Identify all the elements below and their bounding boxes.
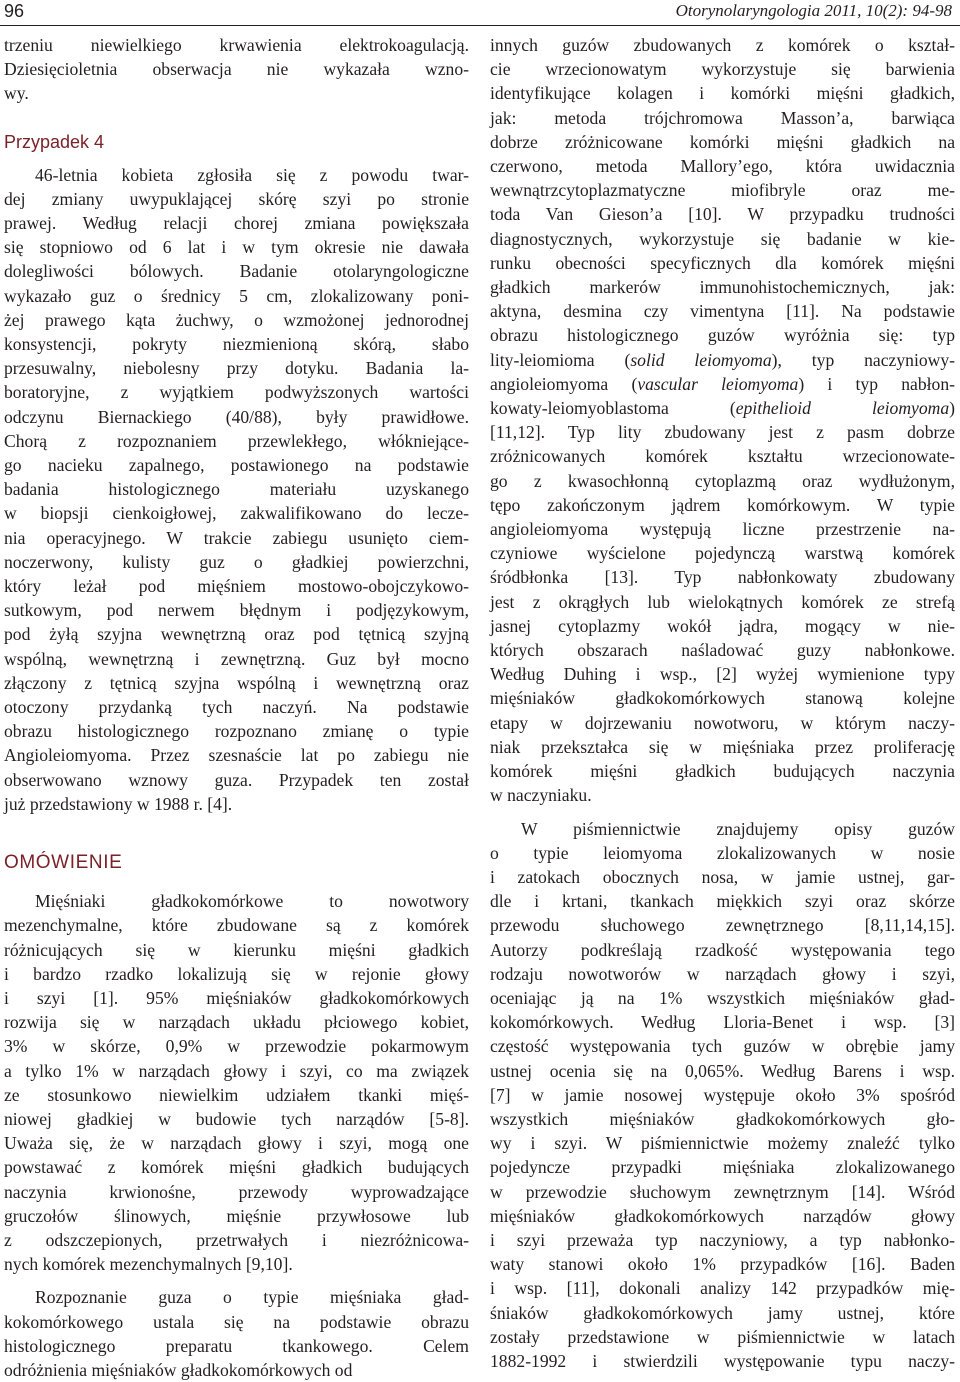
text-line: waty stanowi około 1% przypadków [16]. Baden	[490, 1254, 955, 1275]
text-line: niowej gładkiej w budowie tych narządów [5-8].	[4, 1108, 469, 1129]
text-line: boratoryjne, z wyjątkiem podwyższonych wartości	[4, 382, 469, 403]
text-line: czyniowe wyścielone pojedynczą warstwą komórek	[490, 543, 955, 564]
text-line: lity-leiomioma (solid leiomyoma), typ naczyniowy-	[490, 349, 956, 370]
text-line: jasnej cytoplazmy wokół jądra, mogący w nie-	[490, 615, 955, 636]
text-line: otoczony przydanką tych naczyń. Na podstawie	[4, 697, 469, 718]
text-line: oceniając ją na 1% wszystkich mięśniaków gład-	[490, 987, 955, 1008]
section-heading-discussion: OMÓWIENIE	[4, 852, 123, 874]
text-line: zostały przedstawione w piśmiennictwie w latach	[490, 1326, 955, 1347]
text-line: mezenchymalne, które zbudowane są z komórek	[4, 915, 469, 936]
text-line: Według Duhing i wsp., [2] wyżej wymienione typy	[490, 664, 955, 685]
text-line: i szyi [1]. 95% mięśniaków gładkokomórkowych	[4, 987, 469, 1008]
text-line: angioleiomyoma występują liczne przestrzenie na-	[490, 519, 955, 540]
case-4-heading: Przypadek 4	[4, 131, 105, 152]
text-line: [7] w jamie nosowej występuje około 3% spośród	[490, 1084, 955, 1105]
text-line: rozwija się w narządach układu płciowego kobiet,	[4, 1012, 469, 1033]
text-line: obserwowano wznowy guza. Przypadek ten został	[4, 769, 469, 790]
latin-term: vascular leiomyoma	[637, 373, 799, 394]
text-line: odróżnienia mięśniaków gładkokomórkowych od	[4, 1359, 353, 1380]
text-line: Chorą z rozpoznaniem przewlekłego, włókniejące-	[4, 430, 469, 451]
text-line: sutkowym, pod nerwem błędnym i podjęzykowym,	[4, 600, 469, 621]
text-line: i zatokach obocznych nosa, w jamie ustnej, gar-	[490, 866, 955, 887]
text-line: innych guzów zbudowanych z komórek o kształ-	[490, 35, 955, 55]
text-line: aktyna, desmina czy vimentyna [11]. Na podstawie	[490, 301, 955, 322]
paragraph-literature	[490, 817, 955, 1374]
text-line: Rozpoznanie guza o typie mięśniaka gład-	[35, 1287, 469, 1308]
text-line: obrazu histologicznego guzów wyróżnia się: typ	[490, 325, 955, 346]
text-line: runku obecności specyficznych dla komórek mięśni	[490, 252, 955, 273]
text-line: Mięśniaki gładkokomórkowe to nowotwory	[35, 891, 469, 912]
text-line: których obszarach naśladować guzy nabłonkowe.	[490, 640, 955, 661]
left-column	[4, 33, 469, 1382]
text-line: dej zmiany uwypuklającej skórę szyi po stronie	[4, 188, 469, 209]
text-line: trzeniu niewielkiego krwawienia elektrokoagulacją.	[4, 35, 469, 55]
text-line: niak przekształca się w mięśniaka przez proliferację	[490, 736, 955, 757]
text-line: 1882-1992 i stwierdzili występowanie typu naczy-	[490, 1350, 955, 1371]
text-block	[490, 33, 955, 348]
right-column	[490, 33, 955, 1373]
text-line: gruczołów ślinowych, mięśnie przywłosowe lub	[4, 1205, 469, 1226]
text-line: identyfikujące kolagen i komórki mięśni gładkich,	[490, 83, 955, 104]
text-line: i wsp. [11], dokonali analizy 142 przypadków mię-	[490, 1278, 955, 1299]
text-line: a tylko 1% w narządach głowy i szyi, co ma związek	[4, 1060, 469, 1081]
text-line: kowaty-leiomyoblastoma (epithelioid leiomyoma)	[490, 398, 956, 419]
text-line: 3% w skórze, 0,9% w przewodzie pokarmowym	[4, 1036, 469, 1057]
text-line: ze stosunkowo niewielkim udziałem tkanki mięś-	[4, 1084, 469, 1105]
text-line: tępo zakończonym jądrem komórkowym. W typie	[490, 494, 955, 515]
text-line: wy i szyi. W piśmiennictwie możemy znaleźć tylko	[490, 1133, 955, 1154]
text-line: Dziesięcioletnia obserwacja nie wykazała wzno-	[4, 59, 469, 80]
text-line: zróżnicowanych komórek kształtu wrzecionowate-	[490, 446, 955, 467]
text-line: 46-letnia kobieta zgłosiła się z powodu twar-	[35, 164, 469, 185]
text-block	[490, 420, 955, 807]
text-line: prawej. Według relacji chorej zmiana powiększała	[4, 213, 469, 234]
text-line: go nacieku zapalnego, postawionego na podstawie	[4, 455, 469, 476]
text-line: i bardzo rzadko lokalizują się w rejonie głowy	[4, 963, 469, 984]
text-line: pod żyłą szyjna wewnętrzną oraz pod tętnicą szyjną	[4, 624, 469, 645]
text-line: wszystkich mięśniaków gładkokomórkowych gło-	[490, 1108, 955, 1129]
text-line: nia operacyjnego. W trakcie zabiegu usunięto ciem-	[4, 527, 469, 548]
text-line: nych komórek mezenchymalnych [9,10].	[4, 1254, 293, 1275]
text-line: ustnej ocenia się na 0,065%. Według Barens i wsp.	[490, 1060, 955, 1081]
text-line: przesuwalny, niebolesny przy dotyku. Badania la-	[4, 358, 469, 379]
text-line: jest z okrągłych lub wielokątnych komórek ze strefą	[490, 591, 955, 612]
paragraph-case3-end	[4, 33, 469, 106]
text-line: diagnostycznych, wykorzystuje się badanie w kie-	[490, 228, 955, 249]
text-line: wspólną, wewnętrzną i zewnętrzną. Guz był mocno	[4, 648, 469, 669]
text-line: [11,12]. Typ lity zbudowany jest z pasm dobrze	[490, 422, 955, 443]
text-line: Autorzy podkreślają rzadkość występowania tego	[490, 939, 955, 960]
text-line: Uważa się, że w narządach głowy i szyi, mogą one	[4, 1133, 469, 1154]
text-line: w naczyniaku.	[490, 785, 592, 806]
running-header	[0, 0, 960, 24]
paragraph-staining	[490, 33, 955, 808]
text-line: dle i krtani, tkankach miękkich szyi oraz skórze	[490, 891, 955, 912]
text-line: w przewodzie słuchowym zewnętrznym [14]. Wśród	[490, 1181, 955, 1202]
text-line: jak: metoda trójchromowa Masson’a, barwiąca	[490, 107, 955, 128]
text-line: gładkich markerów immunohistochemicznych, jak:	[490, 277, 955, 298]
paragraph-case4	[4, 163, 469, 816]
text-line: śródbłonka [13]. Typ nabłonkowaty zbudowany	[490, 567, 955, 588]
page-number: 96	[4, 1, 25, 21]
text-line: dolegliwości bólowych. Badanie otolaryngologiczne	[4, 261, 469, 282]
text-line: i szyi przeważa typ naczyniowy, a typ nabłonko-	[490, 1229, 955, 1250]
text-line: kokomórkowego ustala się na podstawie obrazu	[4, 1311, 469, 1332]
text-line: mięśniaków gładkokomórkowych narządów głowy	[490, 1205, 955, 1226]
text-line: kokomórkowych. Według Lloria-Benet i wsp. [3]	[490, 1012, 955, 1033]
text-line: czerwono, metoda Mallory’ego, która uwidacznia	[490, 156, 955, 177]
text-line: częstość występowania tych guzów w obrębie jamy	[490, 1036, 955, 1057]
text-line: się stopniowo od 6 lat i w tym okresie nie dawała	[4, 237, 469, 258]
text-line: który leżał pod mięśniem mostowo-obojczykowo-	[4, 576, 469, 597]
text-line: dobrze zróżnicowane komórki mięśni gładkich na	[490, 131, 955, 152]
text-line: badania histologicznego materiału uzyskanego	[4, 479, 469, 500]
text-line: różnicujących się w kierunku mięśni gładkich	[4, 939, 469, 960]
text-line: toda Van Gieson’a [10]. W przypadku trudności	[490, 204, 955, 225]
text-line: śniaków gładkokomórkowych jamy ustnej, które	[490, 1302, 955, 1323]
text-line: konsystencji, pokryty niezmienioną skórą, słabo	[4, 334, 469, 355]
text-line: histologicznego preparatu tkankowego. Celem	[4, 1335, 469, 1356]
text-line: Angioleiomyoma. Przez szesnaście lat po zabiegu nie	[4, 745, 469, 766]
text-line: etapy w dojrzewaniu nowotworu, w którym naczy-	[490, 712, 955, 733]
text-line: wy.	[4, 83, 29, 104]
text-line: odczynu Biernackiego (40/88), były prawidłowe.	[4, 406, 469, 427]
paragraph-discussion-1	[4, 889, 469, 1276]
text-line: go z kwasochłonną cytoplazmą oraz wydłużonym,	[490, 470, 955, 491]
text-line: W piśmiennictwie znajdujemy opisy guzów	[521, 818, 955, 839]
text-line: angioleiomyoma (vascular leiomyoma) i typ nabłon-	[490, 373, 955, 394]
latin-term: epithelioid leiomyoma	[735, 398, 950, 419]
text-line: wewnątrzcytoplazmatyczne miofibryle oraz me-	[490, 180, 955, 201]
text-line: wykazało guz o średnicy 5 cm, zlokalizowany poni-	[4, 285, 469, 306]
text-line: noczerwony, kulisty guz o gładkiej powierzchni,	[4, 551, 469, 572]
text-line: w biopsji cienkoigłowej, zakwalifikowano do lecze-	[4, 503, 469, 524]
text-line: o typie leiomyoma zlokalizowanych w nosie	[490, 842, 955, 863]
text-line: naczynia krwionośne, przewody wyprowadzające	[4, 1181, 469, 1202]
header-rule	[0, 25, 960, 26]
text-line: cie wrzecionowatym wykorzystuje się barwienia	[490, 59, 955, 80]
text-line: rodzaju nowotworów w narządach głowy i szyi,	[490, 963, 955, 984]
text-line: już przedstawiony w 1988 r. [4].	[4, 793, 233, 814]
text-line: komórek mięśni gładkich budujących naczynia	[490, 761, 955, 782]
paragraph-discussion-2	[4, 1285, 469, 1382]
text-line: pojedyncze przypadki mięśniaka zlokalizowanego	[490, 1157, 955, 1178]
text-line: złączony z tętnicą szyjna wspólną i wewnętrzną oraz	[4, 672, 469, 693]
text-line: żej prawego kąta żuchwy, o wzmożonej jednorodnej	[4, 309, 469, 330]
text-line: powstawać z komórek mięśni gładkich budujących	[4, 1157, 469, 1178]
text-line: mięśniaków gładkokomórkowych stanową kolejne	[490, 688, 955, 709]
journal-citation: Otorynolaryngologia 2011, 10(2): 94-98	[675, 1, 952, 20]
text-line: przewodu słuchowego zewnętrznego [8,11,14,15].	[490, 915, 955, 936]
text-line: z odszczepionych, przetrwałych i niezróżnicowa-	[4, 1229, 469, 1250]
latin-term: solid leiomyoma	[630, 349, 772, 370]
text-line: obrazu histologicznego rozpoznano zmianę o typie	[4, 721, 469, 742]
